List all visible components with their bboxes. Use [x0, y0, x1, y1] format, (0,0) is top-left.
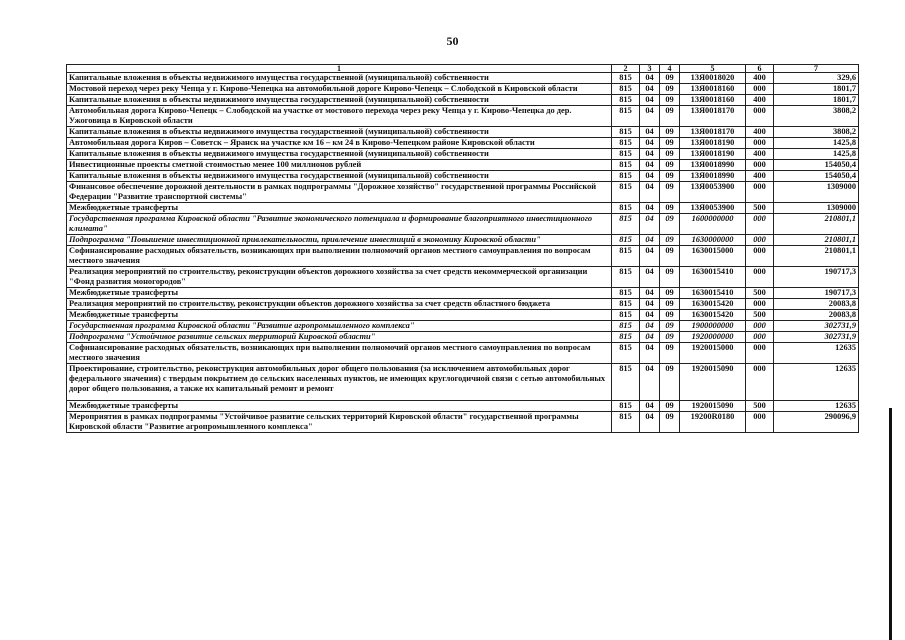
target-article-code: 1920015000 [680, 343, 746, 364]
subsection-code: 09 [660, 160, 680, 171]
table-row [67, 401, 859, 412]
expense-type-code: 000 [746, 412, 774, 433]
expense-type-code: 500 [746, 203, 774, 214]
table-row [67, 203, 859, 214]
page-number: 50 [446, 34, 459, 48]
row-description: Софинансирование расходных обязательств, возникающих при выполнении полномочий органов местного самоуправления по вопросам местного значения [67, 343, 612, 364]
section-code: 04 [640, 214, 660, 235]
row-description: Государственная программа Кировской области "Развитие экономического потенциала и формирование благоприятного инвестиционного климата" [67, 214, 612, 235]
amount: 12635 [774, 343, 859, 364]
table-row [67, 127, 859, 138]
subsection-code: 09 [660, 332, 680, 343]
subsection-code: 09 [660, 364, 680, 401]
target-article-code: 1630015410 [680, 288, 746, 299]
amount: 1309000 [774, 182, 859, 203]
subsection-code: 09 [660, 235, 680, 246]
expense-type-code: 000 [746, 235, 774, 246]
section-code: 04 [640, 235, 660, 246]
ministry-code: 815 [612, 310, 640, 321]
subsection-code: 09 [660, 343, 680, 364]
target-article-code: 1630000000 [680, 235, 746, 246]
table-row [67, 412, 859, 433]
amount: 302731,9 [774, 321, 859, 332]
amount: 290096,9 [774, 412, 859, 433]
amount: 1801,7 [774, 84, 859, 95]
expense-type-code: 000 [746, 138, 774, 149]
expense-type-code: 000 [746, 160, 774, 171]
subsection-code: 09 [660, 214, 680, 235]
ministry-code: 815 [612, 412, 640, 433]
amount: 210801,1 [774, 214, 859, 235]
row-description: Капитальные вложения в объекты недвижимого имущества государственной (муниципальной) собственности [67, 149, 612, 160]
table-row [67, 288, 859, 299]
ministry-code: 815 [612, 203, 640, 214]
row-description: Проектирование, строительство, реконструкция автомобильных дорог общего пользования (за исключением автомобильных дорог федерального значения) с твердым покрытием до сельских населенных пунктов, не имеющих круглогодичной связи с сетью автомобильных дорог общего пользования, а также их капитальный ремонт и ремонт [67, 364, 612, 401]
target-article-code: 13Я0018160 [680, 95, 746, 106]
expense-type-code: 000 [746, 182, 774, 203]
amount: 3808,2 [774, 127, 859, 138]
expense-type-code: 500 [746, 401, 774, 412]
row-description: Капитальные вложения в объекты недвижимого имущества государственной (муниципальной) собственности [67, 171, 612, 182]
table-row [67, 73, 859, 84]
expense-type-code: 500 [746, 288, 774, 299]
ministry-code: 815 [612, 160, 640, 171]
section-code: 04 [640, 299, 660, 310]
table-row [67, 299, 859, 310]
header-cell: 2 [612, 65, 640, 73]
ministry-code: 815 [612, 84, 640, 95]
ministry-code: 815 [612, 288, 640, 299]
section-code: 04 [640, 84, 660, 95]
subsection-code: 09 [660, 299, 680, 310]
expense-type-code: 400 [746, 127, 774, 138]
margin-bar [889, 408, 892, 640]
table-row [67, 106, 859, 127]
row-description: Государственная программа Кировской области "Развитие агропромышленного комплекса" [67, 321, 612, 332]
section-code: 04 [640, 267, 660, 288]
ministry-code: 815 [612, 127, 640, 138]
row-description: Мероприятия в рамках подпрограммы "Устойчивое развитие сельских территорий Кировской области" государственной программы Кировской области "Развитие агропромышленного комплекса" [67, 412, 612, 433]
target-article-code: 13Я0018170 [680, 127, 746, 138]
ministry-code: 815 [612, 246, 640, 267]
amount: 12635 [774, 401, 859, 412]
section-code: 04 [640, 288, 660, 299]
amount: 329,6 [774, 73, 859, 84]
subsection-code: 09 [660, 203, 680, 214]
ministry-code: 815 [612, 73, 640, 84]
section-code: 04 [640, 203, 660, 214]
expense-type-code: 000 [746, 332, 774, 343]
subsection-code: 09 [660, 95, 680, 106]
row-description: Мостовой переход через реку Чепца у г. Кирово-Чепецка на автомобильной дороге Кирово-Чепецк – Слободской в Кировской области [67, 84, 612, 95]
subsection-code: 09 [660, 73, 680, 84]
table-row [67, 310, 859, 321]
target-article-code: 1630015420 [680, 310, 746, 321]
subsection-code: 09 [660, 321, 680, 332]
ministry-code: 815 [612, 343, 640, 364]
amount: 20083,8 [774, 299, 859, 310]
subsection-code: 09 [660, 127, 680, 138]
ministry-code: 815 [612, 138, 640, 149]
subsection-code: 09 [660, 288, 680, 299]
subsection-code: 09 [660, 401, 680, 412]
header-row [67, 65, 859, 73]
target-article-code: 13Я0018020 [680, 73, 746, 84]
expense-type-code: 400 [746, 73, 774, 84]
amount: 154050,4 [774, 160, 859, 171]
target-article-code: 13Я0018990 [680, 160, 746, 171]
expense-type-code: 400 [746, 149, 774, 160]
amount: 154050,4 [774, 171, 859, 182]
row-description: Подпрограмма "Устойчивое развитие сельских территорий Кировской области" [67, 332, 612, 343]
section-code: 04 [640, 73, 660, 84]
header-cell: 5 [680, 65, 746, 73]
ministry-code: 815 [612, 171, 640, 182]
table-row [67, 332, 859, 343]
row-description: Автомобильная дорога Кирово-Чепецк – Слободской на участке от мостового перехода через реку Чепца у г. Кирово-Чепецка до дер. Ужоговица в Кировской области [67, 106, 612, 127]
expense-type-code: 000 [746, 84, 774, 95]
target-article-code: 1630015000 [680, 246, 746, 267]
row-description: Финансовое обеспечение дорожной деятельности в рамках подпрограммы "Дорожное хозяйство" государственной программы Российской Федерации "Развитие транспортной системы" [67, 182, 612, 203]
row-description: Межбюджетные трансферты [67, 310, 612, 321]
target-article-code: 1920000000 [680, 332, 746, 343]
header-cell: 3 [640, 65, 660, 73]
table-row [67, 171, 859, 182]
header-cell: 4 [660, 65, 680, 73]
ministry-code: 815 [612, 149, 640, 160]
section-code: 04 [640, 149, 660, 160]
table-row [67, 84, 859, 95]
amount: 210801,1 [774, 235, 859, 246]
row-description: Реализация мероприятий по строительству, реконструкции объектов дорожного хозяйства за счет средств областного бюджета [67, 299, 612, 310]
subsection-code: 09 [660, 106, 680, 127]
expense-type-code: 000 [746, 321, 774, 332]
amount: 302731,9 [774, 332, 859, 343]
table-row [67, 138, 859, 149]
expense-type-code: 500 [746, 310, 774, 321]
subsection-code: 09 [660, 138, 680, 149]
ministry-code: 815 [612, 182, 640, 203]
section-code: 04 [640, 138, 660, 149]
row-description: Капитальные вложения в объекты недвижимого имущества государственной (муниципальной) собственности [67, 127, 612, 138]
table-row [67, 343, 859, 364]
ministry-code: 815 [612, 299, 640, 310]
ministry-code: 815 [612, 332, 640, 343]
target-article-code: 1600000000 [680, 214, 746, 235]
target-article-code: 1920015090 [680, 401, 746, 412]
ministry-code: 815 [612, 106, 640, 127]
subsection-code: 09 [660, 246, 680, 267]
section-code: 04 [640, 171, 660, 182]
amount: 190717,3 [774, 288, 859, 299]
row-description: Капитальные вложения в объекты недвижимого имущества государственной (муниципальной) собственности [67, 95, 612, 106]
subsection-code: 09 [660, 310, 680, 321]
table-row [67, 246, 859, 267]
header-cell: 7 [774, 65, 859, 73]
expense-type-code: 400 [746, 95, 774, 106]
expense-type-code: 000 [746, 267, 774, 288]
table-row [67, 235, 859, 246]
section-code: 04 [640, 412, 660, 433]
row-description: Межбюджетные трансферты [67, 288, 612, 299]
section-code: 04 [640, 310, 660, 321]
amount: 1801,7 [774, 95, 859, 106]
target-article-code: 1630015420 [680, 299, 746, 310]
subsection-code: 09 [660, 267, 680, 288]
ministry-code: 815 [612, 214, 640, 235]
section-code: 04 [640, 160, 660, 171]
target-article-code: 19200R0180 [680, 412, 746, 433]
subsection-code: 09 [660, 412, 680, 433]
section-code: 04 [640, 321, 660, 332]
amount: 1425,8 [774, 149, 859, 160]
target-article-code: 13Я0018990 [680, 171, 746, 182]
section-code: 04 [640, 332, 660, 343]
expense-type-code: 000 [746, 364, 774, 401]
section-code: 04 [640, 364, 660, 401]
target-article-code: 13Я0018190 [680, 149, 746, 160]
row-description: Автомобильная дорога Киров – Советск – Яранск на участке км 16 – км 24 в Кирово-Чепецком районе Кировской области [67, 138, 612, 149]
amount: 1425,8 [774, 138, 859, 149]
header-cell: 1 [67, 65, 612, 73]
target-article-code: 13Я0018190 [680, 138, 746, 149]
section-code: 04 [640, 106, 660, 127]
table-row [67, 182, 859, 203]
subsection-code: 09 [660, 84, 680, 95]
expense-type-code: 000 [746, 106, 774, 127]
section-code: 04 [640, 343, 660, 364]
ministry-code: 815 [612, 401, 640, 412]
header-cell: 6 [746, 65, 774, 73]
expense-type-code: 000 [746, 343, 774, 364]
amount: 12635 [774, 364, 859, 401]
target-article-code: 13Я0018160 [680, 84, 746, 95]
row-description: Реализация мероприятий по строительству, реконструкции объектов дорожного хозяйства за счет средств некоммерческой организации "Фонд развития моногородов" [67, 267, 612, 288]
expense-type-code: 400 [746, 171, 774, 182]
expense-type-code: 000 [746, 246, 774, 267]
target-article-code: 1630015410 [680, 267, 746, 288]
budget-table [66, 64, 859, 433]
ministry-code: 815 [612, 267, 640, 288]
expense-type-code: 000 [746, 214, 774, 235]
row-description: Межбюджетные трансферты [67, 203, 612, 214]
ministry-code: 815 [612, 321, 640, 332]
table-row [67, 214, 859, 235]
amount: 20083,8 [774, 310, 859, 321]
row-description: Инвестиционные проекты сметной стоимостью менее 100 миллионов рублей [67, 160, 612, 171]
ministry-code: 815 [612, 364, 640, 401]
subsection-code: 09 [660, 182, 680, 203]
target-article-code: 1920015090 [680, 364, 746, 401]
section-code: 04 [640, 182, 660, 203]
amount: 3808,2 [774, 106, 859, 127]
target-article-code: 13Я0053900 [680, 182, 746, 203]
table-row [67, 95, 859, 106]
amount: 210801,1 [774, 246, 859, 267]
subsection-code: 09 [660, 171, 680, 182]
expense-type-code: 000 [746, 299, 774, 310]
section-code: 04 [640, 401, 660, 412]
section-code: 04 [640, 95, 660, 106]
table-row [67, 321, 859, 332]
row-description: Межбюджетные трансферты [67, 401, 612, 412]
row-description: Софинансирование расходных обязательств, возникающих при выполнении полномочий органов местного самоуправления по вопросам местного значения [67, 246, 612, 267]
ministry-code: 815 [612, 95, 640, 106]
table-row [67, 267, 859, 288]
section-code: 04 [640, 127, 660, 138]
table-row [67, 149, 859, 160]
row-description: Подпрограмма "Повышение инвестиционной привлекательности, привлечение инвестиций в экономику Кировской области" [67, 235, 612, 246]
row-description: Капитальные вложения в объекты недвижимого имущества государственной (муниципальной) собственности [67, 73, 612, 84]
table-row [67, 364, 859, 401]
amount: 1309000 [774, 203, 859, 214]
table-row [67, 160, 859, 171]
target-article-code: 13Я0018170 [680, 106, 746, 127]
target-article-code: 1900000000 [680, 321, 746, 332]
ministry-code: 815 [612, 235, 640, 246]
target-article-code: 13Я0053900 [680, 203, 746, 214]
amount: 190717,3 [774, 267, 859, 288]
subsection-code: 09 [660, 149, 680, 160]
section-code: 04 [640, 246, 660, 267]
